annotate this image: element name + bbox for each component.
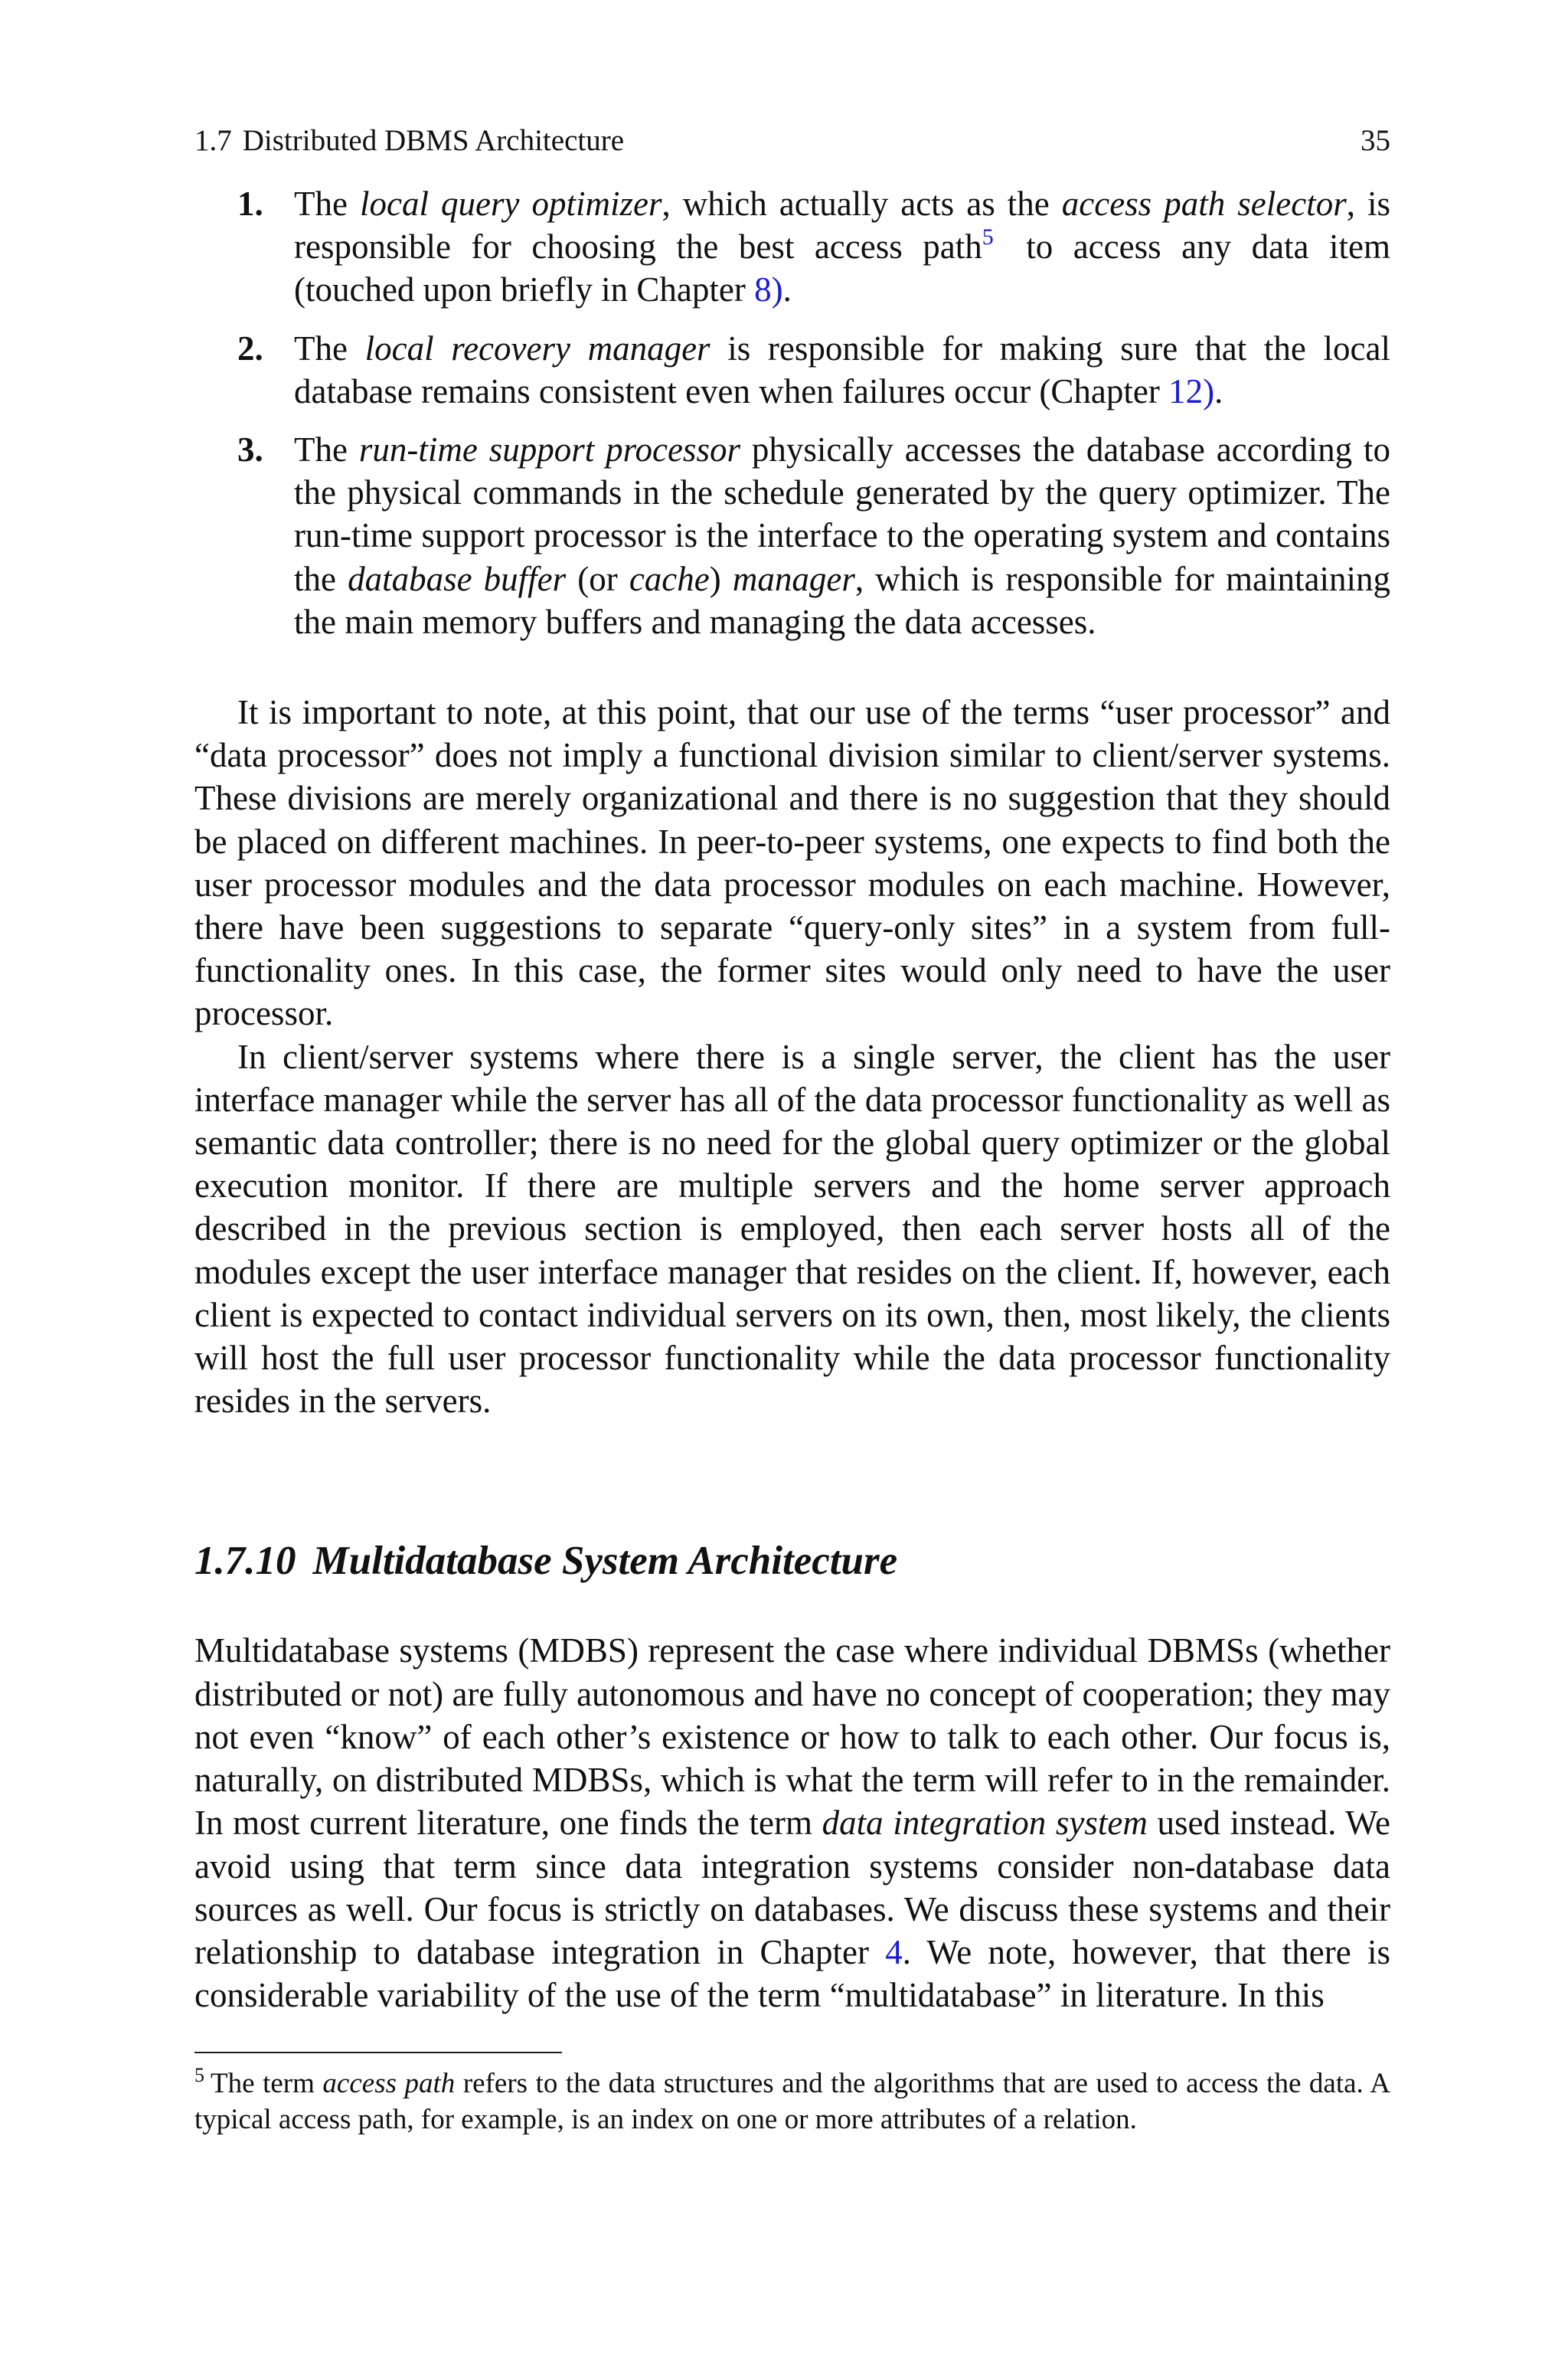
chapter-12-link[interactable]: 12)	[1168, 371, 1215, 411]
term-access-path-selector: access path selector	[1061, 185, 1347, 223]
footnote-text: The term	[211, 2068, 323, 2100]
header-section-number: 1.7	[194, 124, 232, 157]
term-cache: cache	[629, 559, 710, 598]
paragraph-text: used instead. We avoid using that term since data integration systems consider non-database data sources as well. Our focus is strictly on databases. We discuss these systems and their relationship to database integration in Chapter	[194, 1804, 1391, 1971]
list-item	[194, 182, 1390, 312]
term-access-path: access path	[322, 2068, 456, 2100]
page-number: 35	[1361, 124, 1390, 157]
paragraph-text: . We note, however, that there is considerable variability of the use of the term “multidatabase” in literature. In this	[194, 1932, 1390, 2015]
term-database-buffer: database buffer	[348, 559, 567, 598]
running-header	[194, 123, 1390, 159]
list-text: The	[294, 185, 360, 223]
list-item	[194, 428, 1390, 643]
spacer	[194, 659, 1390, 691]
term-local-recovery-manager: local recovery manager	[364, 329, 710, 368]
paragraph-client-server: In client/server systems where there is a single server, the client has the user interface manager while the server has all of the data processor functionality as well as semantic data controller; there is no need for the global query optimizer or the global execution monitor. If there are multiple servers and the home server approach described in the previous section is employed, then each server hosts all of the modules except the user interface manager that resides on the client. If, however, each client is expected to contact individual servers on its own, then, most likely, the clients will host the full user processor functionality while the data processor functionality resides in the servers.	[194, 1037, 1390, 1421]
list-text: The	[294, 430, 359, 469]
term-run-time-support-processor: run-time support processor	[358, 430, 740, 469]
chapter-8-link[interactable]: 8)	[754, 270, 783, 309]
list-text: to access any data item (touched upon briefly in Chapter	[294, 227, 1390, 309]
footnote-5	[194, 2066, 1390, 2138]
list-item	[194, 327, 1390, 413]
section-heading	[194, 1537, 1390, 1585]
list-text: is responsible for making sure that the local database remains consistent even when failures occur (Chapter	[294, 329, 1390, 411]
list-text: The	[294, 329, 365, 368]
list-item-number: 3.	[237, 430, 263, 469]
footnote-mark: 5	[194, 2064, 204, 2087]
list-text: )	[709, 559, 733, 598]
body-text	[194, 182, 1390, 2017]
list-text: , is responsible for choosing the best access path	[294, 185, 1390, 267]
numbered-list	[194, 182, 1390, 643]
section-number: 1.7.10	[194, 1539, 296, 1584]
list-text: , which actually acts as the	[662, 185, 1062, 223]
term-manager: manager	[732, 559, 855, 598]
list-text: physically accesses the database according to the physical commands in the schedule generated by the query optimizer. The run-time support processor is the interface to the operating system and contains the	[294, 430, 1390, 598]
paragraph-text: Multidatabase systems (MDBS) represent the case where individual DBMSs (whether distributed or not) are fully autonomous and have no concept of cooperation; they may not even “know” of each other’s existence or how to talk to each other. Our focus is, naturally, on distributed MDBSs, which is what the term will refer to in the remainder. In most current literature, one finds the term	[194, 1631, 1390, 1843]
list-text: , which is responsible for maintaining the main memory buffers and managing the data accesses.	[294, 559, 1390, 641]
footnote-text: refers to the data structures and the algorithms that are used to access the data. A typical access path, for example, is an index on one or more attributes of a relation.	[194, 2068, 1390, 2136]
paragraph-multidatabase	[194, 1629, 1390, 2017]
footnote-divider	[194, 2052, 562, 2053]
header-section-title: Distributed DBMS Architecture	[242, 124, 625, 157]
list-item-number: 2.	[237, 329, 263, 368]
footnote-ref-5[interactable]: 5	[982, 224, 994, 250]
term-local-query-optimizer: local query optimizer	[360, 185, 662, 223]
list-text: .	[1214, 371, 1223, 411]
header-section	[194, 123, 624, 159]
paragraph-user-data-processor: It is important to note, at this point, that our use of the terms “user processor” and “data processor” does not imply a functional division similar to client/server systems. These divisions are merely organizational and there is no suggestion that they should be placed on different machines. In peer-to-peer systems, one expects to find both the user processor modules and the data processor modules on each machine. However, there have been suggestions to separate “query-only sites” in a system from full-functionality ones. In this case, the former sites would only need to have the user processor.	[194, 693, 1390, 1033]
page	[194, 123, 1390, 2138]
term-data-integration-system: data integration system	[822, 1804, 1148, 1843]
list-text: (or	[566, 559, 629, 598]
section-title: Multidatabase System Architecture	[312, 1539, 898, 1584]
list-text: .	[782, 270, 792, 309]
chapter-4-link[interactable]: 4	[885, 1932, 903, 1971]
list-item-number: 1.	[237, 185, 263, 223]
